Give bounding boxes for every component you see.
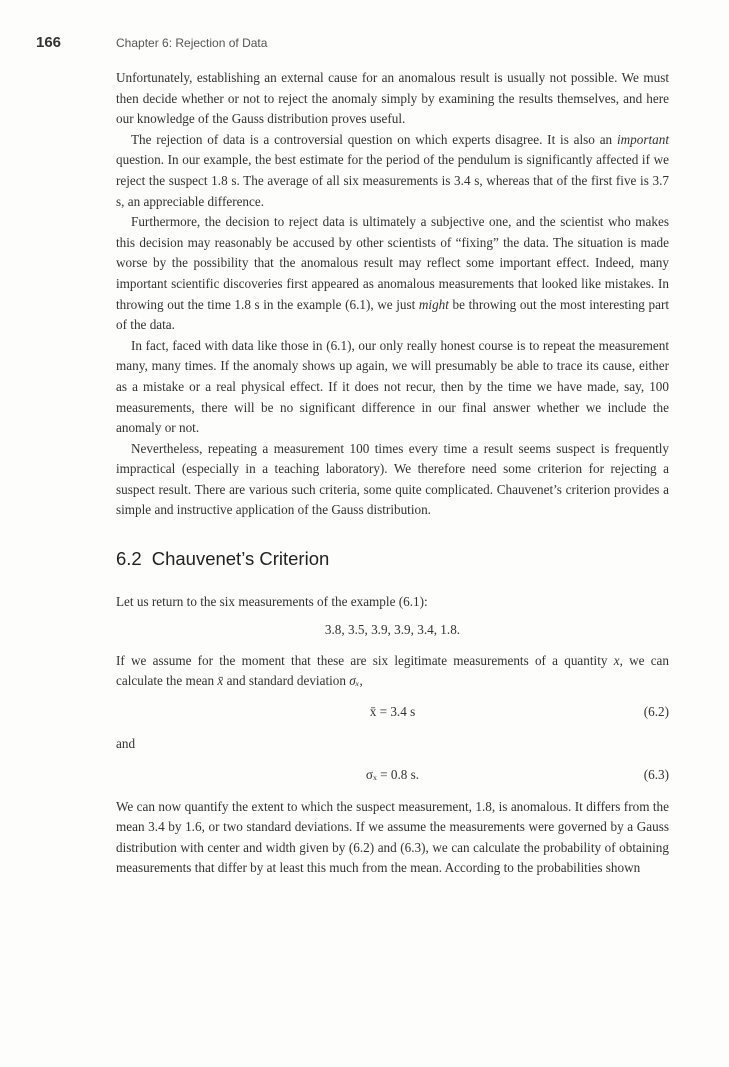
equation-mean-expression: x̄ = 3.4 s: [369, 704, 416, 720]
paragraph-5: Nevertheless, repeating a measurement 100 times every time a result seems suspect is frequently impractical (especially in a teaching laboratory). We therefore need some criterion for rejecting a suspect result. There are various such criteria, some quite complicated. Chauvenet’s criterion provides a simple and instructive application of the Gauss distribution.: [116, 440, 669, 518]
sigma-symbol: σₓ: [349, 673, 360, 689]
paragraph-1: Unfortunately, establishing an external cause for an anomalous result is usually not possible. We must then decide whether or not to reject the anomaly simply by examining the results themselves, and here our knowledge of the Gauss distribution proves useful.: [116, 70, 669, 127]
p2-text-a: The rejection of data is a controversial question on which experts disagree. It is also an: [131, 131, 613, 147]
equation-sigma-number: (6.3): [643, 766, 669, 782]
measurement-list: 3.8, 3.5, 3.9, 3.9, 3.4, 1.8.: [324, 622, 461, 638]
paragraph-3: [116, 212, 669, 336]
equation-mean: [116, 702, 669, 724]
p3-emphasis: might: [418, 296, 449, 312]
assume-text-b: , we can calculate the mean: [116, 652, 669, 689]
p3-text-a: Furthermore, the decision to reject data is ultimately a subjective one, and the scientist who makes this decision may reasonably be accused by other scientists of “fixing” the data. The situation is made worse by the possibility that the anomalous result may reflect some important effect. Indeed, many important scientific discoveries first appeared as anomalous measurements that looked like mistakes. In throwing out the time 1.8 s in the example (6.1), we just: [116, 214, 669, 312]
equation-sigma: [116, 765, 669, 787]
section-number: 6.2: [116, 548, 142, 570]
assume-text-a: If we assume for the moment that these are six legitimate measurements of a quantity: [116, 652, 608, 668]
section-title: Chauvenet’s Criterion: [151, 548, 330, 570]
assume-text-c: and standard deviation: [226, 673, 346, 689]
equation-sigma-expression: σₓ = 0.8 s.: [365, 766, 420, 782]
p3-text-b: be throwing out the most interesting part of the data.: [116, 296, 669, 333]
mean-symbol: x̄: [217, 673, 224, 689]
page-number: 166: [36, 34, 62, 51]
paragraph-4: In fact, faced with data like those in (6.1), our only really honest course is to repeat the measurement many, many times. If the anomaly shows up again, we will presumably be able to trace its cause, either as a mistake or a real physical effect. If it does not recur, then by the time we have made, say, 100 measurements, there will be no significant difference in our final answer whether we include the anomaly or not.: [116, 337, 669, 436]
and-connector: and: [116, 736, 136, 752]
assumption-paragraph: [116, 651, 669, 692]
section-intro: Let us return to the six measurements of the example (6.1):: [116, 593, 428, 609]
paragraph-2: [116, 130, 669, 212]
running-head: Chapter 6: Rejection of Data: [116, 36, 268, 50]
p2-emphasis: important: [616, 131, 669, 147]
equation-mean-number: (6.2): [643, 704, 669, 720]
final-paragraph: We can now quantify the extent to which the suspect measurement, 1.8, is anomalous. It differs from the mean 3.4 by 1.6, or two standard deviations. If we assume the measurements were governed by a Gauss distribution with center and width given by (6.2) and (6.3), we can calculate the probability of obtaining measurements that differ by at least this much from the mean. According to the probabilities shown: [116, 798, 669, 876]
p2-text-b: question. In our example, the best estimate for the period of the pendulum is significantly affected if we reject the suspect 1.8 s. The average of all six measurements is 3.4 s, whereas that of the first five is 3.7 s, an appreciable difference.: [116, 152, 669, 209]
section-heading: [116, 549, 669, 570]
page-body: [116, 68, 669, 879]
assume-text-d: ,: [359, 673, 363, 689]
variable-x: x: [613, 652, 620, 668]
